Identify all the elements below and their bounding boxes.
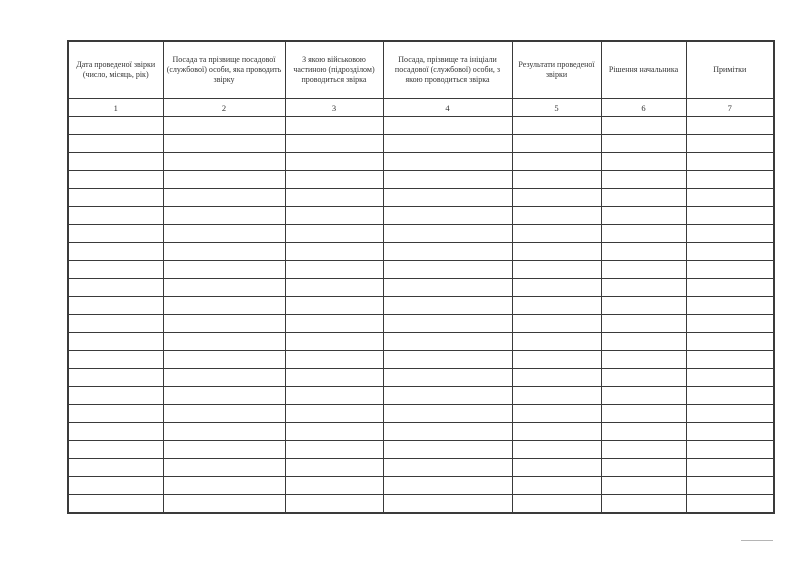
table-cell <box>512 189 601 207</box>
table-cell <box>383 423 512 441</box>
table-row <box>68 387 774 405</box>
table-cell <box>163 405 285 423</box>
table-cell <box>601 333 686 351</box>
header-counterpart-official: Посада, прізвище та ініціали посадової (службової) особи, з якою проводиться звірка <box>383 41 512 99</box>
table-cell <box>163 459 285 477</box>
table-cell <box>601 405 686 423</box>
column-number: 7 <box>686 99 774 117</box>
table-cell <box>601 225 686 243</box>
column-number-row <box>68 99 774 117</box>
column-number: 4 <box>383 99 512 117</box>
table-cell <box>68 261 163 279</box>
table-cell <box>285 117 383 135</box>
table-cell <box>383 351 512 369</box>
table-row <box>68 261 774 279</box>
table-cell <box>68 243 163 261</box>
table-row <box>68 477 774 495</box>
table-row <box>68 153 774 171</box>
table-cell <box>285 135 383 153</box>
table-cell <box>383 171 512 189</box>
column-number: 3 <box>285 99 383 117</box>
table-cell <box>601 459 686 477</box>
table-cell <box>163 243 285 261</box>
table-cell <box>512 423 601 441</box>
table-cell <box>163 279 285 297</box>
table-cell <box>163 207 285 225</box>
table-cell <box>68 171 163 189</box>
table-row <box>68 441 774 459</box>
reconciliation-register-table <box>67 40 775 514</box>
table-cell <box>68 333 163 351</box>
table-cell <box>163 477 285 495</box>
table-cell <box>686 243 774 261</box>
table-cell <box>601 387 686 405</box>
table-cell <box>686 441 774 459</box>
table-cell <box>163 369 285 387</box>
table-cell <box>601 135 686 153</box>
column-number: 6 <box>601 99 686 117</box>
table-cell <box>686 351 774 369</box>
table-cell <box>163 333 285 351</box>
table-cell <box>601 171 686 189</box>
table-row <box>68 297 774 315</box>
table-cell <box>163 297 285 315</box>
table-cell <box>686 225 774 243</box>
table-cell <box>601 153 686 171</box>
table-cell <box>512 369 601 387</box>
table-cell <box>285 459 383 477</box>
table-cell <box>512 279 601 297</box>
table-cell <box>163 189 285 207</box>
table-row <box>68 369 774 387</box>
table-cell <box>383 297 512 315</box>
table-cell <box>68 135 163 153</box>
table-cell <box>285 279 383 297</box>
table-cell <box>512 495 601 514</box>
table-row <box>68 315 774 333</box>
table-cell <box>512 171 601 189</box>
table-cell <box>686 135 774 153</box>
table-cell <box>512 459 601 477</box>
table-cell <box>601 189 686 207</box>
table-cell <box>512 441 601 459</box>
table-cell <box>163 495 285 514</box>
table-cell <box>601 369 686 387</box>
table-cell <box>68 189 163 207</box>
table-cell <box>285 207 383 225</box>
table-row <box>68 243 774 261</box>
table-cell <box>285 297 383 315</box>
table-cell <box>686 333 774 351</box>
column-number: 2 <box>163 99 285 117</box>
table-cell <box>285 405 383 423</box>
table-cell <box>68 297 163 315</box>
table-cell <box>163 387 285 405</box>
table-cell <box>285 333 383 351</box>
table-cell <box>163 171 285 189</box>
table-cell <box>163 135 285 153</box>
table-cell <box>285 441 383 459</box>
table-cell <box>686 495 774 514</box>
table-cell <box>601 117 686 135</box>
table-cell <box>383 441 512 459</box>
table-cell <box>686 459 774 477</box>
table-cell <box>68 351 163 369</box>
table-cell <box>686 171 774 189</box>
table-cell <box>512 243 601 261</box>
table-row <box>68 459 774 477</box>
table-row <box>68 117 774 135</box>
table-cell <box>512 477 601 495</box>
table-cell <box>601 261 686 279</box>
table-cell <box>68 153 163 171</box>
table-cell <box>383 495 512 514</box>
table-cell <box>686 387 774 405</box>
table-cell <box>383 189 512 207</box>
column-number: 5 <box>512 99 601 117</box>
table-cell <box>601 207 686 225</box>
table-cell <box>163 423 285 441</box>
table-cell <box>285 315 383 333</box>
table-cell <box>285 171 383 189</box>
table-cell <box>68 117 163 135</box>
table-cell <box>383 153 512 171</box>
table-cell <box>601 351 686 369</box>
page-footer-line <box>741 540 773 541</box>
table-cell <box>68 315 163 333</box>
table-cell <box>285 369 383 387</box>
table-cell <box>68 477 163 495</box>
table-cell <box>68 423 163 441</box>
table-cell <box>383 279 512 297</box>
table-cell <box>285 423 383 441</box>
table-cell <box>383 243 512 261</box>
table-cell <box>601 423 686 441</box>
table-cell <box>601 495 686 514</box>
table-cell <box>68 225 163 243</box>
table-cell <box>512 405 601 423</box>
table-cell <box>383 405 512 423</box>
table-cell <box>68 405 163 423</box>
table-body <box>68 117 774 514</box>
table-row <box>68 189 774 207</box>
table-cell <box>601 441 686 459</box>
table-cell <box>512 225 601 243</box>
table-cell <box>163 351 285 369</box>
table-cell <box>68 387 163 405</box>
table-cell <box>285 225 383 243</box>
table-cell <box>68 495 163 514</box>
table-cell <box>512 297 601 315</box>
table-row <box>68 207 774 225</box>
table-row <box>68 171 774 189</box>
table-cell <box>686 207 774 225</box>
table-cell <box>383 261 512 279</box>
table-cell <box>383 369 512 387</box>
table-cell <box>512 261 601 279</box>
table-cell <box>383 333 512 351</box>
table-row <box>68 405 774 423</box>
table-cell <box>383 225 512 243</box>
table-cell <box>512 351 601 369</box>
table-cell <box>512 207 601 225</box>
table-cell <box>686 369 774 387</box>
table-cell <box>68 279 163 297</box>
table-cell <box>285 387 383 405</box>
table-cell <box>686 315 774 333</box>
table-cell <box>383 207 512 225</box>
header-conducting-official: Посада та прізвище посадової (службової) особи, яка проводить звірку <box>163 41 285 99</box>
table-cell <box>285 495 383 514</box>
table-row <box>68 135 774 153</box>
table-cell <box>686 405 774 423</box>
table-cell <box>383 315 512 333</box>
table-cell <box>285 243 383 261</box>
table-row <box>68 495 774 514</box>
table-row <box>68 225 774 243</box>
table-cell <box>601 297 686 315</box>
table-cell <box>163 153 285 171</box>
table-cell <box>686 477 774 495</box>
table-cell <box>686 279 774 297</box>
table-cell <box>686 261 774 279</box>
table-cell <box>686 297 774 315</box>
table-cell <box>285 261 383 279</box>
header-military-unit: З якою військовою частиною (підрозділом) проводиться звірка <box>285 41 383 99</box>
table-cell <box>68 441 163 459</box>
table-row <box>68 423 774 441</box>
table-cell <box>601 279 686 297</box>
table-cell <box>163 225 285 243</box>
table-row <box>68 279 774 297</box>
header-reconciliation-results: Результати проведеної звірки <box>512 41 601 99</box>
table-cell <box>285 351 383 369</box>
table-cell <box>68 207 163 225</box>
table-cell <box>68 369 163 387</box>
table-cell <box>601 477 686 495</box>
table-header-row <box>68 41 774 99</box>
table-cell <box>68 459 163 477</box>
table-cell <box>383 387 512 405</box>
table-cell <box>601 315 686 333</box>
table-cell <box>512 117 601 135</box>
table-cell <box>163 315 285 333</box>
table-cell <box>512 153 601 171</box>
table-cell <box>512 333 601 351</box>
table-cell <box>285 189 383 207</box>
header-reconciliation-date: Дата проведеної звірки (число, місяць, рік) <box>68 41 163 99</box>
table-cell <box>383 135 512 153</box>
table-cell <box>383 477 512 495</box>
table-cell <box>686 153 774 171</box>
table-cell <box>285 477 383 495</box>
table-row <box>68 333 774 351</box>
table-cell <box>686 117 774 135</box>
table-cell <box>163 261 285 279</box>
table-cell <box>285 153 383 171</box>
table-cell <box>163 117 285 135</box>
table-cell <box>512 135 601 153</box>
table-cell <box>601 243 686 261</box>
table-cell <box>512 387 601 405</box>
table-row <box>68 351 774 369</box>
table-cell <box>383 117 512 135</box>
header-notes: Примітки <box>686 41 774 99</box>
column-number: 1 <box>68 99 163 117</box>
table-cell <box>163 441 285 459</box>
header-commander-decision: Рішення начальника <box>601 41 686 99</box>
table-cell <box>686 423 774 441</box>
table-cell <box>686 189 774 207</box>
table-cell <box>512 315 601 333</box>
table-cell <box>383 459 512 477</box>
